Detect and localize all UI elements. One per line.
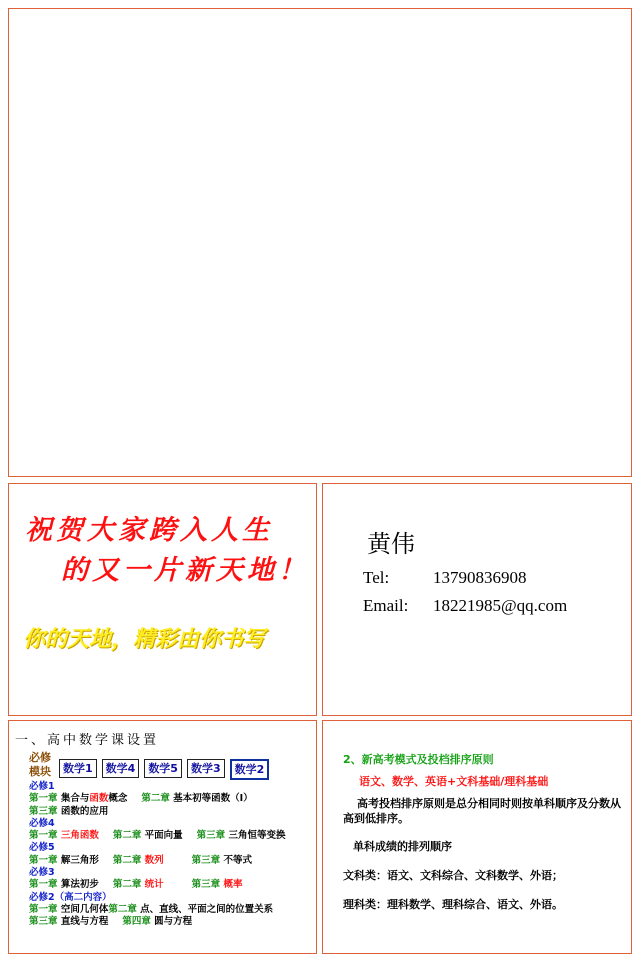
chapter-text: 圆与方程 bbox=[150, 916, 193, 928]
motto-text: 你的天地，精彩由你书写 bbox=[23, 626, 266, 652]
chapter-text: 第三章 bbox=[191, 879, 221, 891]
chapter-line bbox=[29, 879, 286, 891]
chapter-text: 第三章 bbox=[29, 916, 58, 928]
chapter-line bbox=[29, 793, 286, 805]
chapter-text: 函数 bbox=[89, 793, 109, 805]
chapter-text: 函数的应用 bbox=[57, 805, 109, 817]
tel-value: 13790836908 bbox=[433, 568, 527, 587]
congrats-slide bbox=[8, 483, 317, 716]
chapter-text: 概率 bbox=[223, 879, 243, 891]
chapter-line bbox=[29, 916, 286, 928]
module-label-line-2: 模块 bbox=[29, 765, 51, 778]
chapter-text: 第三章 bbox=[29, 805, 58, 817]
module-label bbox=[29, 751, 51, 779]
chapter-text: 必修1 bbox=[29, 781, 55, 792]
chapter-text: 基本初等函数（Ⅰ） bbox=[169, 793, 253, 805]
chapter-text: 第三章 bbox=[196, 830, 226, 842]
email-label: Email: bbox=[363, 596, 409, 615]
exam-principle: 高考投档排序原则是总分相同时则按单科顺序及分数从高到低排序。 bbox=[343, 797, 621, 825]
chapter-text: 第一章 bbox=[29, 879, 58, 891]
chapter-text: 统计 bbox=[144, 879, 164, 891]
chapter-text: 第一章 bbox=[29, 793, 58, 805]
chapter-text: 第二章 bbox=[112, 854, 142, 866]
module-box: 数学4 bbox=[102, 759, 140, 778]
chapter-text: 三角函数 bbox=[60, 830, 99, 842]
chapter-text: 集合与 bbox=[57, 793, 90, 805]
chapter-line bbox=[29, 818, 286, 830]
chapter-text: 第一章 bbox=[29, 854, 58, 866]
arts-order: 文科类：语文、文科综合、文科数学、外语； bbox=[343, 869, 563, 882]
module-label-line-1: 必修 bbox=[29, 751, 51, 764]
chapter-text: 空间几何体 bbox=[57, 903, 109, 915]
chapter-line bbox=[29, 842, 286, 854]
chapter-text: 第三章 bbox=[191, 854, 221, 866]
congrats-line-1: 祝贺大家跨入人生 bbox=[25, 515, 273, 546]
module-box: 数学2 bbox=[230, 759, 270, 780]
chapter-text: 直线与方程 bbox=[57, 916, 109, 928]
congrats-line-2: 的又一片新天地！ bbox=[61, 555, 309, 586]
teacher-name: 黄伟 bbox=[367, 530, 415, 558]
chapter-text: 第一章 bbox=[29, 903, 58, 915]
exam-heading: 2、新高考模式及投档排序原则 bbox=[343, 753, 494, 766]
module-box: 数学5 bbox=[144, 759, 182, 778]
chapter-text: 第二章 bbox=[112, 830, 142, 842]
chapter-line bbox=[29, 855, 286, 867]
chapter-text: 第二章 bbox=[141, 793, 170, 805]
module-box: 数学1 bbox=[59, 759, 97, 778]
chapter-text: 第四章 bbox=[122, 916, 151, 928]
email-row bbox=[363, 596, 567, 616]
chapter-text: 解三角形 bbox=[57, 854, 99, 866]
science-order: 理科类：理科数学、理科综合、语文、外语。 bbox=[343, 898, 563, 911]
order-title: 单科成绩的排列顺序 bbox=[353, 840, 452, 853]
chapter-text: 三角恒等变换 bbox=[225, 830, 286, 842]
tel-row bbox=[363, 568, 527, 588]
module-list bbox=[59, 759, 269, 780]
exam-slide bbox=[322, 720, 632, 954]
course-slide bbox=[8, 720, 317, 954]
course-title: 一、高中数学课设置 bbox=[15, 733, 160, 748]
exam-subjects: 语文、数学、英语+文科基础/理科基础 bbox=[359, 775, 549, 788]
chapter-line bbox=[29, 830, 286, 842]
chapter-text: 第二章 bbox=[112, 879, 142, 891]
chapter-line bbox=[29, 892, 286, 904]
chapter-text: 平面向量 bbox=[141, 830, 183, 842]
module-box: 数学3 bbox=[187, 759, 225, 778]
chapter-line bbox=[29, 806, 286, 818]
chapter-text: 必修3 bbox=[29, 867, 55, 879]
chapter-text: 数列 bbox=[144, 854, 164, 866]
email-value: 18221985@qq.com bbox=[433, 596, 568, 615]
chapter-text: 第二章 bbox=[108, 903, 137, 915]
blank-slide bbox=[8, 8, 632, 477]
chapter-line bbox=[29, 904, 286, 916]
tel-label: Tel: bbox=[363, 568, 390, 587]
chapter-text: 不等式 bbox=[220, 854, 252, 866]
chapter-line bbox=[29, 867, 286, 879]
chapter-text: 点、直线、平面之间的位置关系 bbox=[136, 903, 274, 915]
chapter-list bbox=[29, 781, 286, 929]
chapter-text: 概念 bbox=[108, 793, 128, 805]
chapter-text: 必修2（高二内容） bbox=[29, 891, 112, 903]
chapter-text: 算法初步 bbox=[57, 879, 99, 891]
chapter-text: 第一章 bbox=[29, 830, 58, 842]
contact-slide bbox=[322, 483, 632, 716]
chapter-text: 必修4 bbox=[29, 817, 55, 829]
chapter-line bbox=[29, 781, 286, 793]
chapter-text: 必修5 bbox=[29, 842, 55, 854]
